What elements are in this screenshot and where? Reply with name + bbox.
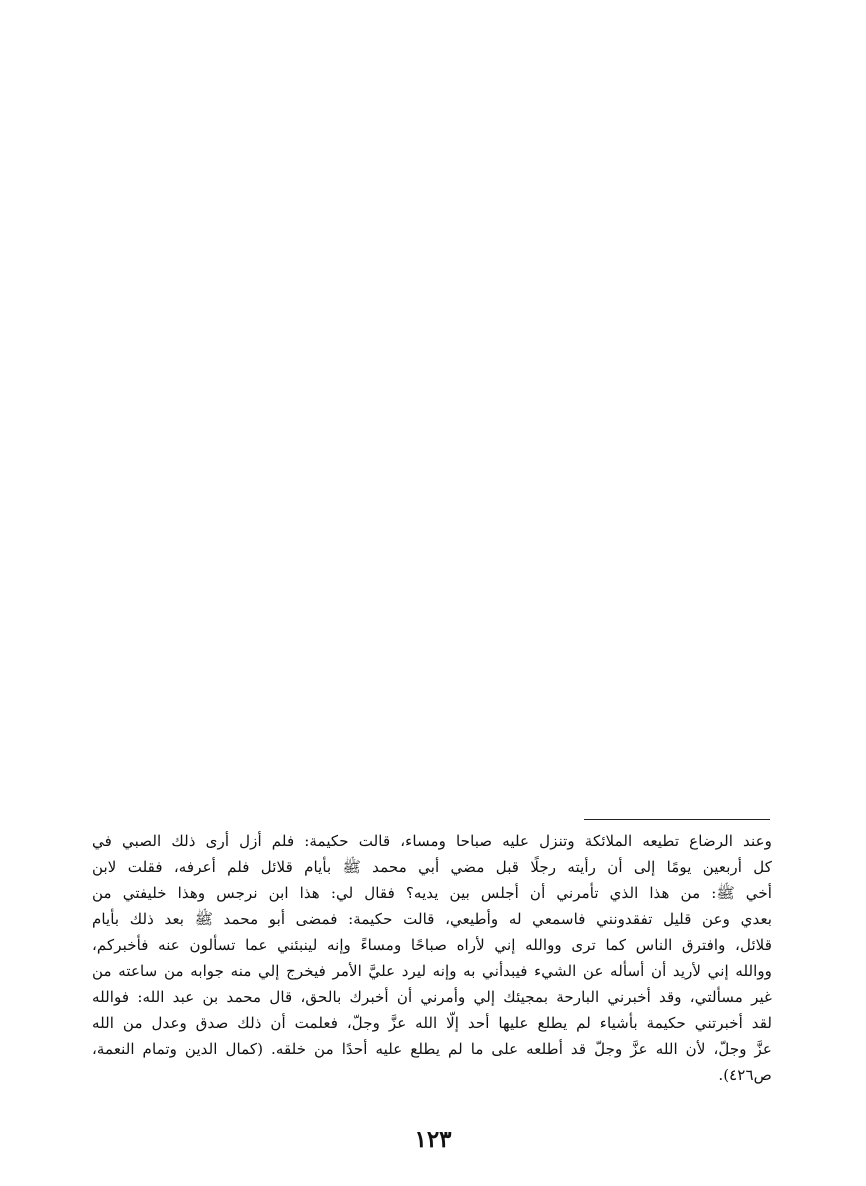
- footnote-line: كل أربعين يومًا إلى أن رأيته رجلًا قبل مضي أبي محمد ﷺ بأيام قلائل فلم أعرفه، فقلت لابن: [92, 858, 772, 876]
- footnote-separator: [584, 819, 770, 820]
- footnote-block: [92, 828, 772, 1088]
- footnote-line: ص٤٢٦).: [718, 1066, 772, 1084]
- footnote-line: أخي ﷺ: من هذا الذي تأمرني أن أجلس بين يديه؟ فقال لي: هذا ابن نرجس وهذا خليفتي من: [92, 884, 772, 902]
- footnote-line: قلائل، وافترق الناس كما ترى ووالله إني لأراه صباحًا ومساءً وإنه لينبئني عما تسألون عنه فأخبركم،: [92, 936, 772, 954]
- page-number: ١٢٣: [414, 1126, 452, 1153]
- footnote-line: بعدي وعن قليل تفقدونني فاسمعي له وأطيعي، قالت حكيمة: فمضى أبو محمد ﷺ بعد ذلك بأيام: [92, 910, 772, 928]
- footnote-line: غير مسألتي، وقد أخبرني البارحة بمجيئك إلي وأمرني أن أخبرك بالحق، قال محمد بن عبد الله: فوالله: [92, 988, 772, 1006]
- footnote-line: لقد أخبرتني حكيمة بأشياء لم يطلع عليها أحد إلّا الله عزَّ وجلّ، فعلمت أن ذلك صدق وعدل من الله: [92, 1014, 772, 1032]
- footnote-line: ووالله إني لأريد أن أسأله عن الشيء فيبدأني به وإنه ليرد عليَّ الأمر فيخرج إلي منه جوابه من ساعته من: [92, 962, 772, 980]
- footnote-line: وعند الرضاع تطيعه الملائكة وتنزل عليه صباحا ومساء، قالت حكيمة: فلم أزل أرى ذلك الصبي في: [92, 832, 772, 850]
- footnote-line: عزَّ وجلّ، لأن الله عزَّ وجلّ قد أطلعه على ما لم يطلع عليه أحدًا من خلقه. (كمال الدين وتمام النعمة،: [92, 1040, 772, 1058]
